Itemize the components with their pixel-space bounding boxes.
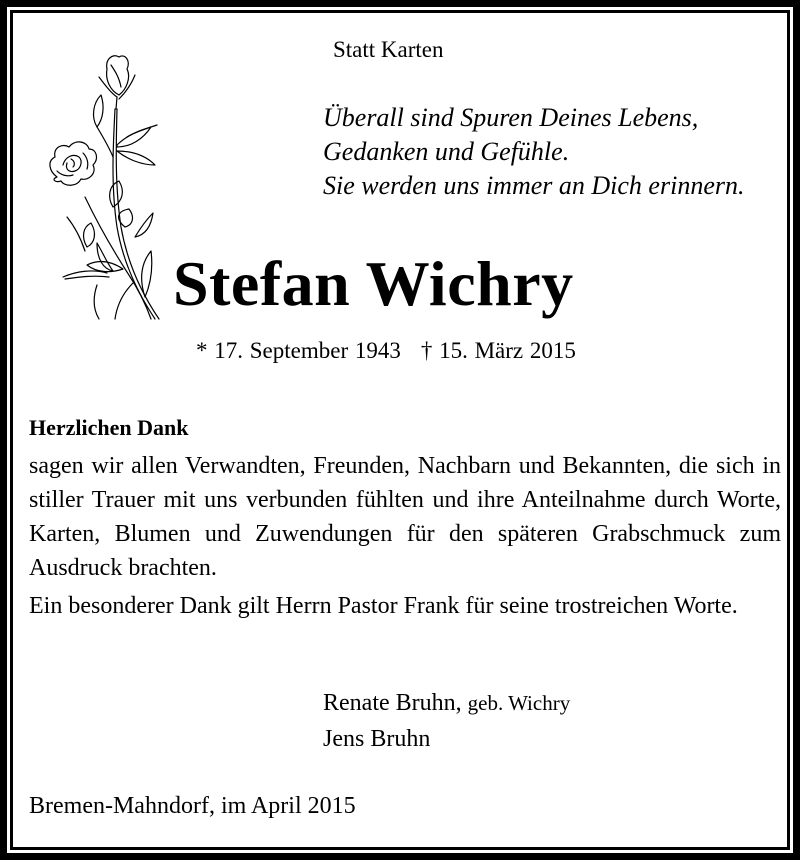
obituary-notice [10, 10, 790, 850]
birth-date: * 17. September 1943 [196, 338, 401, 363]
signer [323, 721, 570, 757]
notice-header: Statt Karten [333, 37, 444, 62]
memorial-quote [323, 101, 744, 203]
thanks-text [29, 449, 781, 623]
border-gap [7, 7, 793, 853]
deceased-name: Stefan Wichry [173, 248, 574, 319]
death-date: † 15. März 2015 [420, 338, 576, 363]
quote-line: Gedanken und Gefühle. [323, 137, 570, 166]
signer-note: geb. Wichry [467, 691, 571, 715]
signer-name: Renate Bruhn, [323, 690, 462, 716]
signers [323, 685, 570, 757]
signer-name: Jens Bruhn [323, 726, 431, 752]
signer [323, 685, 570, 721]
quote-line: Sie werden uns immer an Dich erinnern. [323, 171, 745, 200]
quote-line: Überall sind Spuren Deines Lebens, [323, 103, 699, 132]
thanks-paragraph: Ein besonderer Dank gilt Herrn Pastor Frank für seine trostreichen Worte. [29, 593, 738, 619]
place-date: Bremen-Mahndorf, im April 2015 [29, 793, 356, 819]
thanks-heading: Herzlichen Dank [29, 415, 189, 440]
thanks-paragraph: sagen wir allen Verwandten, Freunden, Nachbarn und Bekannten, die sich in stiller Trauer mit uns verbunden fühlten und ihre Anteilnahme durch Worte, Karten, Blumen und Zuwendungen für den späteren Grabschmuck zum Ausdruck brachten. [29, 453, 781, 581]
rose-drawing-icon [27, 47, 187, 327]
life-dates [196, 338, 576, 364]
